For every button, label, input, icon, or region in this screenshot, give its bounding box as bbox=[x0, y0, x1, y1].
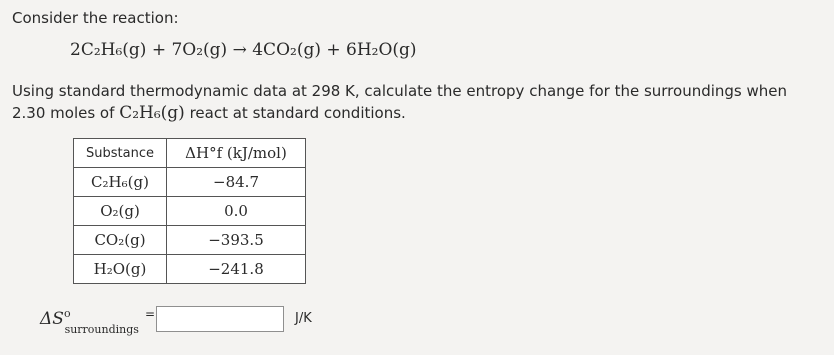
prompt-text: Consider the reaction: bbox=[12, 9, 179, 27]
entropy-symbol: ΔS bbox=[40, 309, 64, 329]
reaction-equation: 2C₂H₆(g) + 7O₂(g) → 4CO₂(g) + 6H₂O(g) bbox=[70, 40, 417, 60]
table-row bbox=[74, 197, 306, 226]
header-substance: Substance bbox=[74, 139, 167, 168]
thermo-data-table bbox=[73, 138, 306, 284]
substance-cell: O₂(g) bbox=[74, 197, 167, 226]
table-header-row bbox=[74, 139, 306, 168]
substance-cell: C₂H₆(g) bbox=[74, 168, 167, 197]
enthalpy-cell: −393.5 bbox=[167, 226, 306, 255]
substance-cell: H₂O(g) bbox=[74, 255, 167, 284]
equals-sign: = bbox=[145, 307, 156, 321]
table-row bbox=[74, 168, 306, 197]
header-enthalpy: ΔH°f (kJ/mol) bbox=[167, 139, 306, 168]
question-text bbox=[12, 80, 824, 124]
substance-cell: CO₂(g) bbox=[74, 226, 167, 255]
answer-label bbox=[40, 307, 145, 336]
enthalpy-cell: 0.0 bbox=[167, 197, 306, 226]
unit-label: J/K bbox=[295, 311, 312, 326]
standard-state-superscript: o bbox=[63, 307, 71, 320]
question-text-before: Using standard thermodynamic data at 298 K, calculate the entropy change for the surroundings when 2.30 moles of bbox=[12, 82, 788, 122]
question-text-after: react at standard conditions. bbox=[189, 104, 406, 122]
enthalpy-cell: −241.8 bbox=[167, 255, 306, 284]
enthalpy-cell: −84.7 bbox=[167, 168, 306, 197]
question-species: C₂H₆(g) bbox=[119, 103, 185, 123]
surroundings-subscript: surroundings bbox=[64, 323, 139, 336]
answer-input[interactable] bbox=[156, 306, 284, 332]
table-row bbox=[74, 226, 306, 255]
table-row bbox=[74, 255, 306, 284]
